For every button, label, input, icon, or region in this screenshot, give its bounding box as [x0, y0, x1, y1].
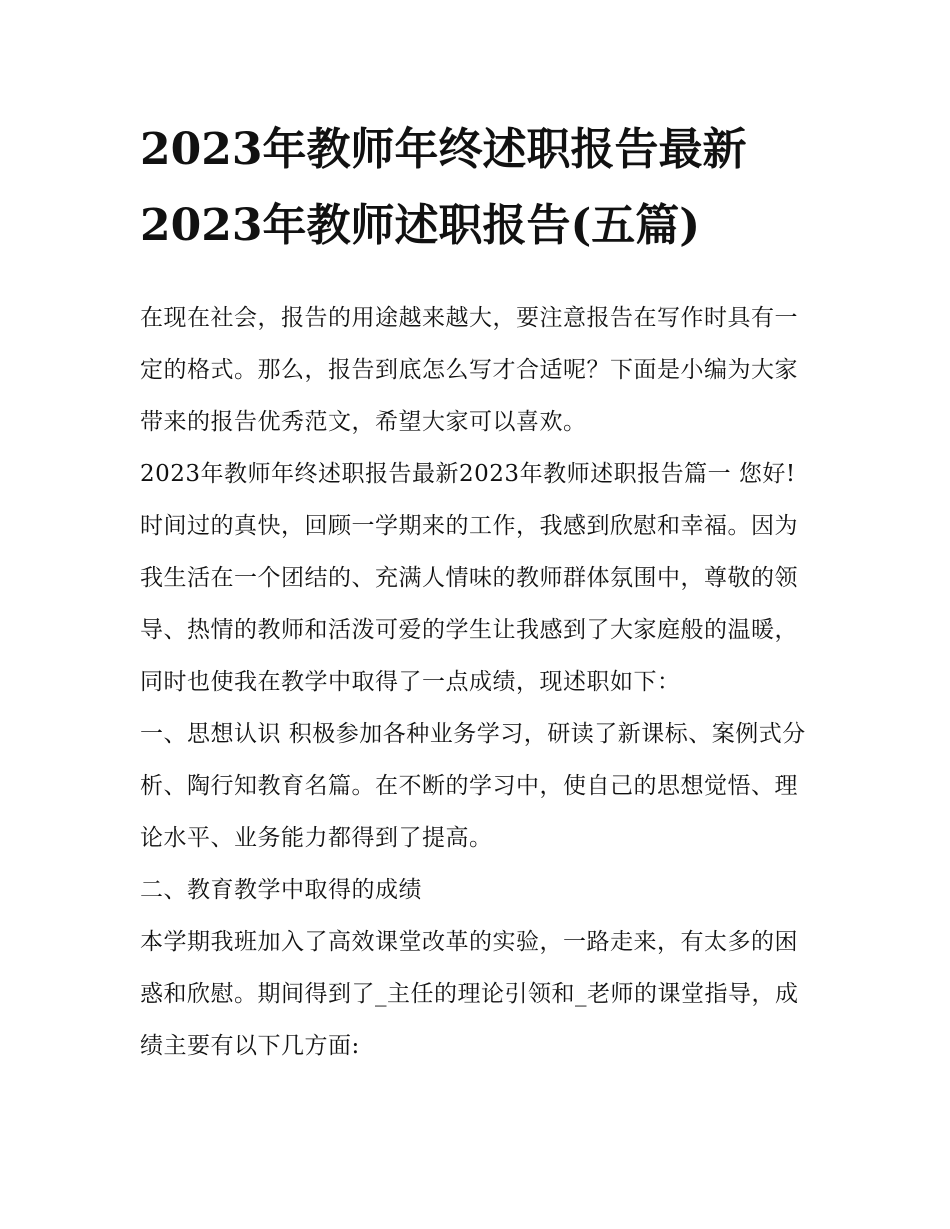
- body-paragraph-2: 一、思想认识 积极参加各种业务学习，研读了新课标、案例式分析、陶行知教育名篇。在不断的学习中，使自己的思想觉悟、理论水平、业务能力都得到了提高。: [140, 721, 806, 851]
- body-paragraph-1: 时间过的真快，回顾一学期来的工作，我感到欣慰和幸福。因为我生活在一个团结的、充满人情味的教师群体氛围中，尊敬的领导、热情的教师和活泼可爱的学生让我感到了大家庭般的温暖，同时也使我在教学中取得了一点成绩，现述职如下：: [140, 513, 798, 695]
- document-page: [140, 112, 820, 1072]
- title-line-2: 2023年教师述职报告(五篇): [140, 200, 701, 251]
- document-title: [140, 112, 820, 264]
- title-line-1: 2023年教师年终述职报告最新: [140, 124, 747, 175]
- intro-paragraph: 在现在社会，报告的用途越来越大，要注意报告在写作时具有一定的格式。那么，报告到底怎么写才合适呢？下面是小编为大家带来的报告优秀范文，希望大家可以喜欢。: [140, 305, 798, 435]
- body-paragraph-3: 本学期我班加入了高效课堂改革的实验，一路走来，有太多的困惑和欣慰。期间得到了_主任的理论引领和_老师的课堂指导，成绩主要有以下几方面:: [140, 929, 799, 1059]
- subheading-paragraph: 二、教育教学中取得的成绩: [140, 877, 422, 903]
- section-heading-paragraph: 2023年教师年终述职报告最新2023年教师述职报告篇一 您好!: [140, 461, 796, 487]
